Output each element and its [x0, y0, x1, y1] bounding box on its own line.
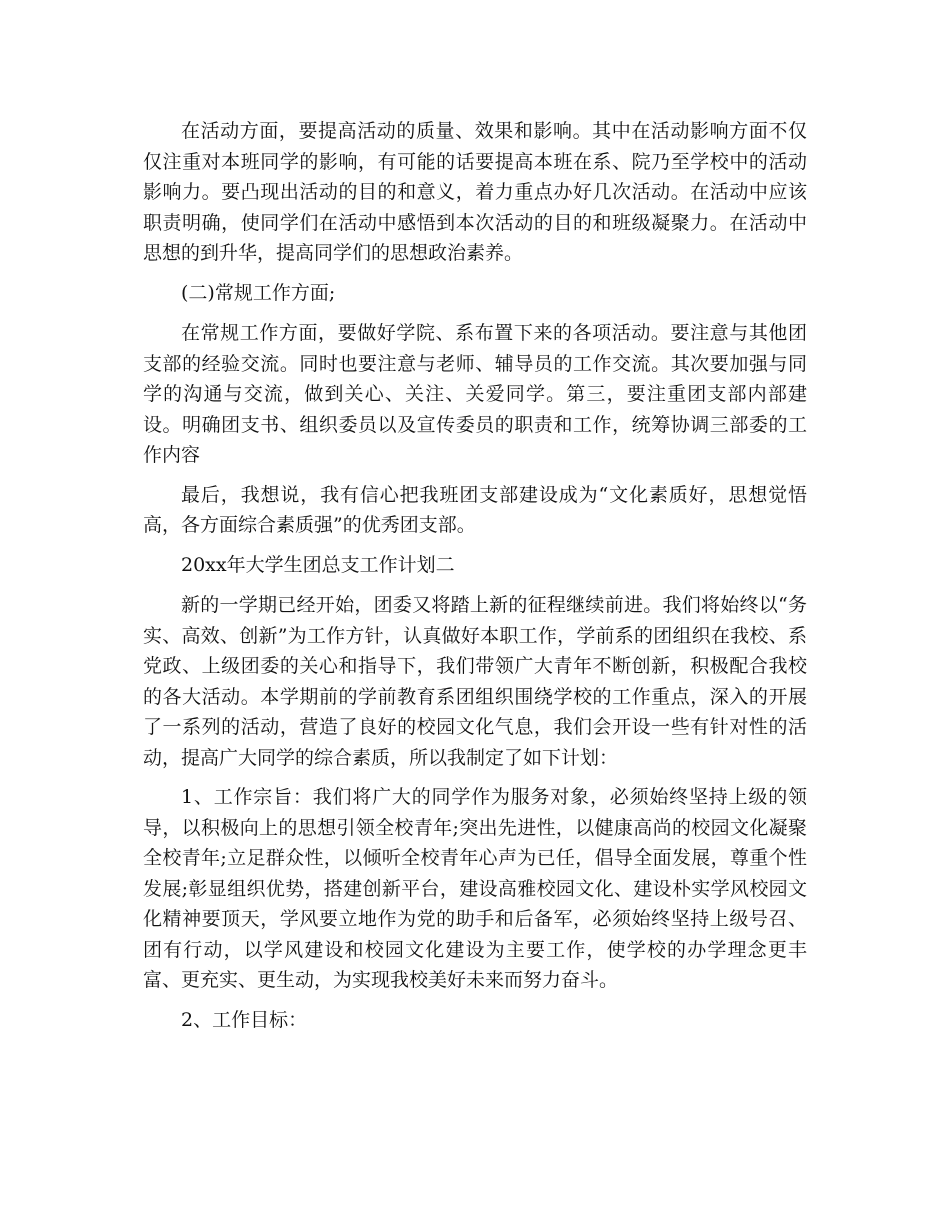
section-heading-work-goals: 2、工作目标： [181, 1008, 308, 1031]
section-heading-routine-work: (二)常规工作方面; [181, 281, 336, 304]
paragraph-work-purpose: 1、工作宗旨：我们将广大的同学作为服务对象，必须始终坚持上级的领导，以积极向上的思想引领全校青年;突出先进性，以健康高尚的校园文化凝聚全校青年;立足群众性，以倾听全校青年心声为已任，倡导全面发展，尊重个性发展;彰显组织优势，搭建创新平台，建设高雅校园文化、建设朴实学风校园文化精神要顶天，学风要立地作为党的助手和后备军，必须始终坚持上级号召、团有行动，以学风建设和校园文化建设为主要工作，使学校的办学理念更丰富、更充实、更生动，为实现我校美好未来而努力奋斗。 [143, 786, 807, 991]
paragraph-routine-work: 在常规工作方面，要做好学院、系布置下来的各项活动。要注意与其他团支部的经验交流。同时也要注意与老师、辅导员的工作交流。其次要加强与同学的沟通与交流，做到关心、关注、关爱同学。第三，要注重团支部内部建设。明确团支书、组织委员以及宣传委员的职责和工作，统筹协调三部委的工作内容 [143, 322, 807, 466]
document-body [143, 116, 807, 1045]
paragraph-conclusion: 最后，我想说，我有信心把我班团支部建设成为“文化素质好，思想觉悟高，各方面综合素质强”的优秀团支部。 [143, 483, 807, 536]
plan-two-title: 20xx年大学生团总支工作计划二 [181, 553, 455, 576]
paragraph-new-semester: 新的一学期已经开始，团委又将踏上新的征程继续前进。我们将始终以“务实、高效、创新”为工作方针，认真做好本职工作，学前系的团组织在我校、系党政、上级团委的关心和指导下，我们带领广大青年不断创新，积极配合我校的各大活动。本学期前的学前教育系团组织围绕学校的工作重点，深入的开展了一系列的活动，营造了良好的校园文化气息，我们会开设一些有针对性的活动，提高广大同学的综合素质，所以我制定了如下计划： [143, 594, 807, 769]
paragraph-activities: 在活动方面，要提高活动的质量、效果和影响。其中在活动影响方面不仅仅注重对本班同学的影响，有可能的话要提高本班在系、院乃至学校中的活动影响力。要凸现出活动的目的和意义，着力重点办好几次活动。在活动中应该职责明确，使同学们在活动中感悟到本次活动的目的和班级凝聚力。在活动中思想的到升华，提高同学们的思想政治素养。 [143, 120, 807, 264]
